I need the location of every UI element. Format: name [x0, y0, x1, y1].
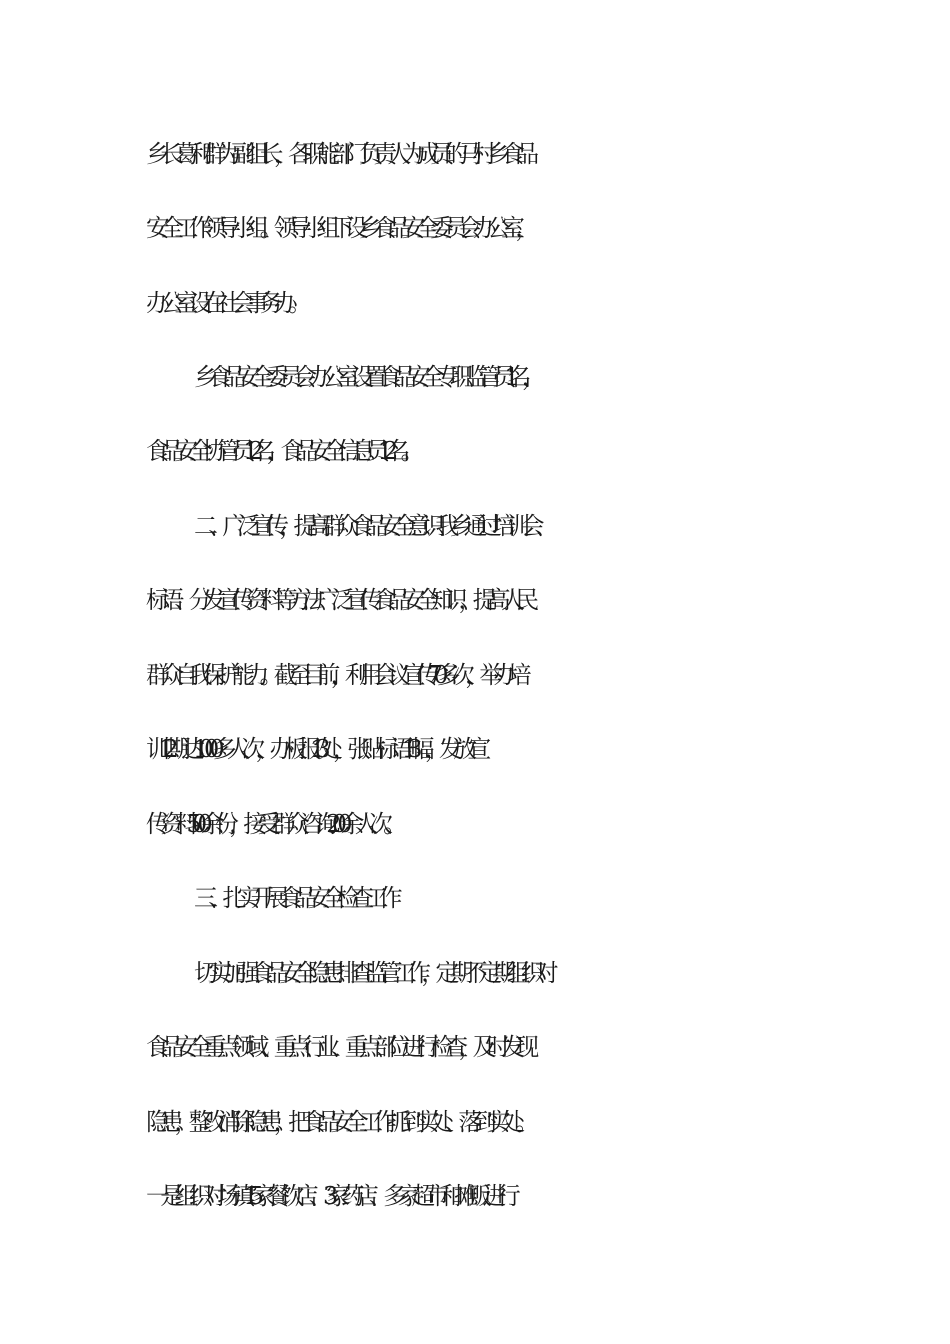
paragraph-line: 切实加强食品安全隐患排查监管工作，定期不定期组织对 — [194, 959, 549, 987]
paragraph-line: 安全工作领导小组。领导小组下设乡食品安全委员会办公室， — [146, 214, 530, 242]
paragraph-line: 乡长葛利群为副组长，各职能部门负责人为成员的马村乡食品 — [146, 140, 530, 168]
paragraph-line: 办公室设在社会事务办。 — [146, 289, 303, 317]
paragraph-line: 食品安全协管员 12 名，食品安全信息员 12 名。 — [146, 437, 415, 465]
paragraph-line: 隐患，整改消除隐患，把食品安全工作抓到实处、落到实处。 — [146, 1108, 530, 1136]
paragraph-line: 传资料 500 余份，接受群众咨询 200 余人次。 — [146, 810, 398, 838]
paragraph-line: 一是组织对场镇 15 家餐饮店、3 家药店、多家超市和摊贩进行 — [146, 1182, 511, 1210]
paragraph-line: 乡食品安全委员会办公室设置食品安全专职监管员 1 名， — [194, 363, 536, 391]
paragraph-line: 训 12 期达 1000 多人次，办板报 13 处，张贴标语 13 幅，发放宣 — [146, 735, 482, 763]
section-heading: 三、扎实开展食品安全检查工作 — [194, 884, 393, 912]
section-heading-line: 二、广泛宣传，提高群众食品安全意识我乡通过培训会、 — [194, 512, 549, 540]
paragraph-line: 群众自我保护能力。截至目前，利用会议宣传 70 多次，举办培 — [146, 661, 522, 689]
paragraph-line: 标语、分发宣传资料等方法广泛宣传食品安全知识，提高人民 — [146, 586, 530, 614]
paragraph-line: 食品安全重点领域、重点行业、重点部位进行检查，及时发现 — [146, 1033, 530, 1061]
